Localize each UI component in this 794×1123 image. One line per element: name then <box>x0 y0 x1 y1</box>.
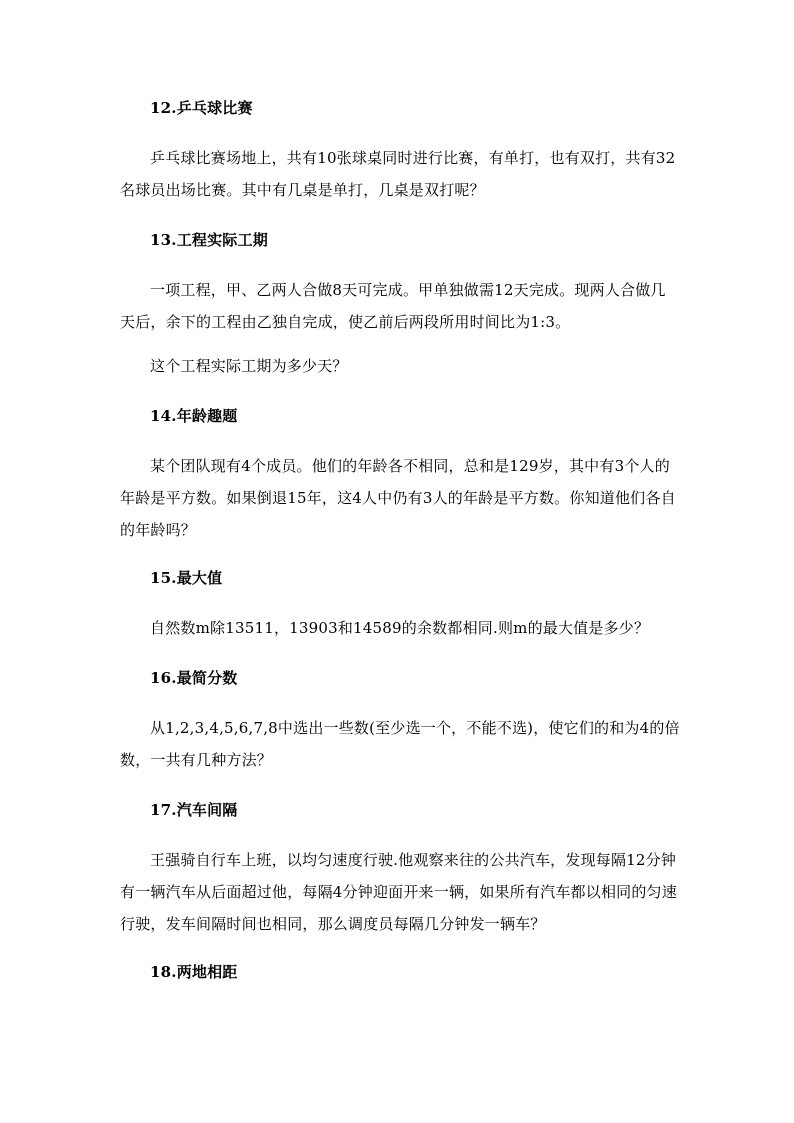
problem-13-question: 这个工程实际工期为多少天？ <box>150 357 348 375</box>
problem-18-title: 18.两地相距 <box>150 963 238 981</box>
problem-16-title: 16.最简分数 <box>150 669 238 687</box>
problem-13-title: 13.工程实际工期 <box>150 231 268 249</box>
problem-17-title: 17.汽车间隔 <box>150 801 238 819</box>
problem-12-title: 12.乒乓球比赛 <box>150 99 253 117</box>
problem-12-text: 乒乓球比赛场地上，共有10张球桌同时进行比赛，有单打，也有双打，共有32名球员出场比赛。其中有几桌是单打，几桌是双打呢？ <box>120 149 676 199</box>
problem-13-text: 一项工程，甲、乙两人合做8天可完成。甲单独做需12天完成。现两人合做几天后，余下的工程由乙独自完成，使乙前后两段所用时间比为1:3。 <box>120 281 666 331</box>
problem-14-text: 某个团队现有4个成员。他们的年龄各不相同，总和是129岁，其中有3个人的年龄是平方数。如果倒退15年，这4人中仍有3人的年龄是平方数。你知道他们各自的年龄吗？ <box>120 457 676 539</box>
problem-15-title: 15.最大值 <box>150 569 223 587</box>
problem-16-text: 从1,2,3,4,5,6,7,8中选出一些数(至少选一个，不能不选)，使它们的和为4的倍数，一共有几种方法？ <box>120 719 680 769</box>
problem-17-text: 王强骑自行车上班，以均匀速度行驶.他观察来往的公共汽车，发现每隔12分钟有一辆汽车从后面超过他，每隔4分钟迎面开来一辆，如果所有汽车都以相同的匀速行驶，发车间隔时间也相同，那么调度员每隔几分钟发一辆车？ <box>120 851 677 933</box>
problem-14-title: 14.年龄趣题 <box>150 407 238 425</box>
problem-15-text: 自然数m除13511，13903和14589的余数都相同.则m的最大值是多少？ <box>150 619 650 637</box>
